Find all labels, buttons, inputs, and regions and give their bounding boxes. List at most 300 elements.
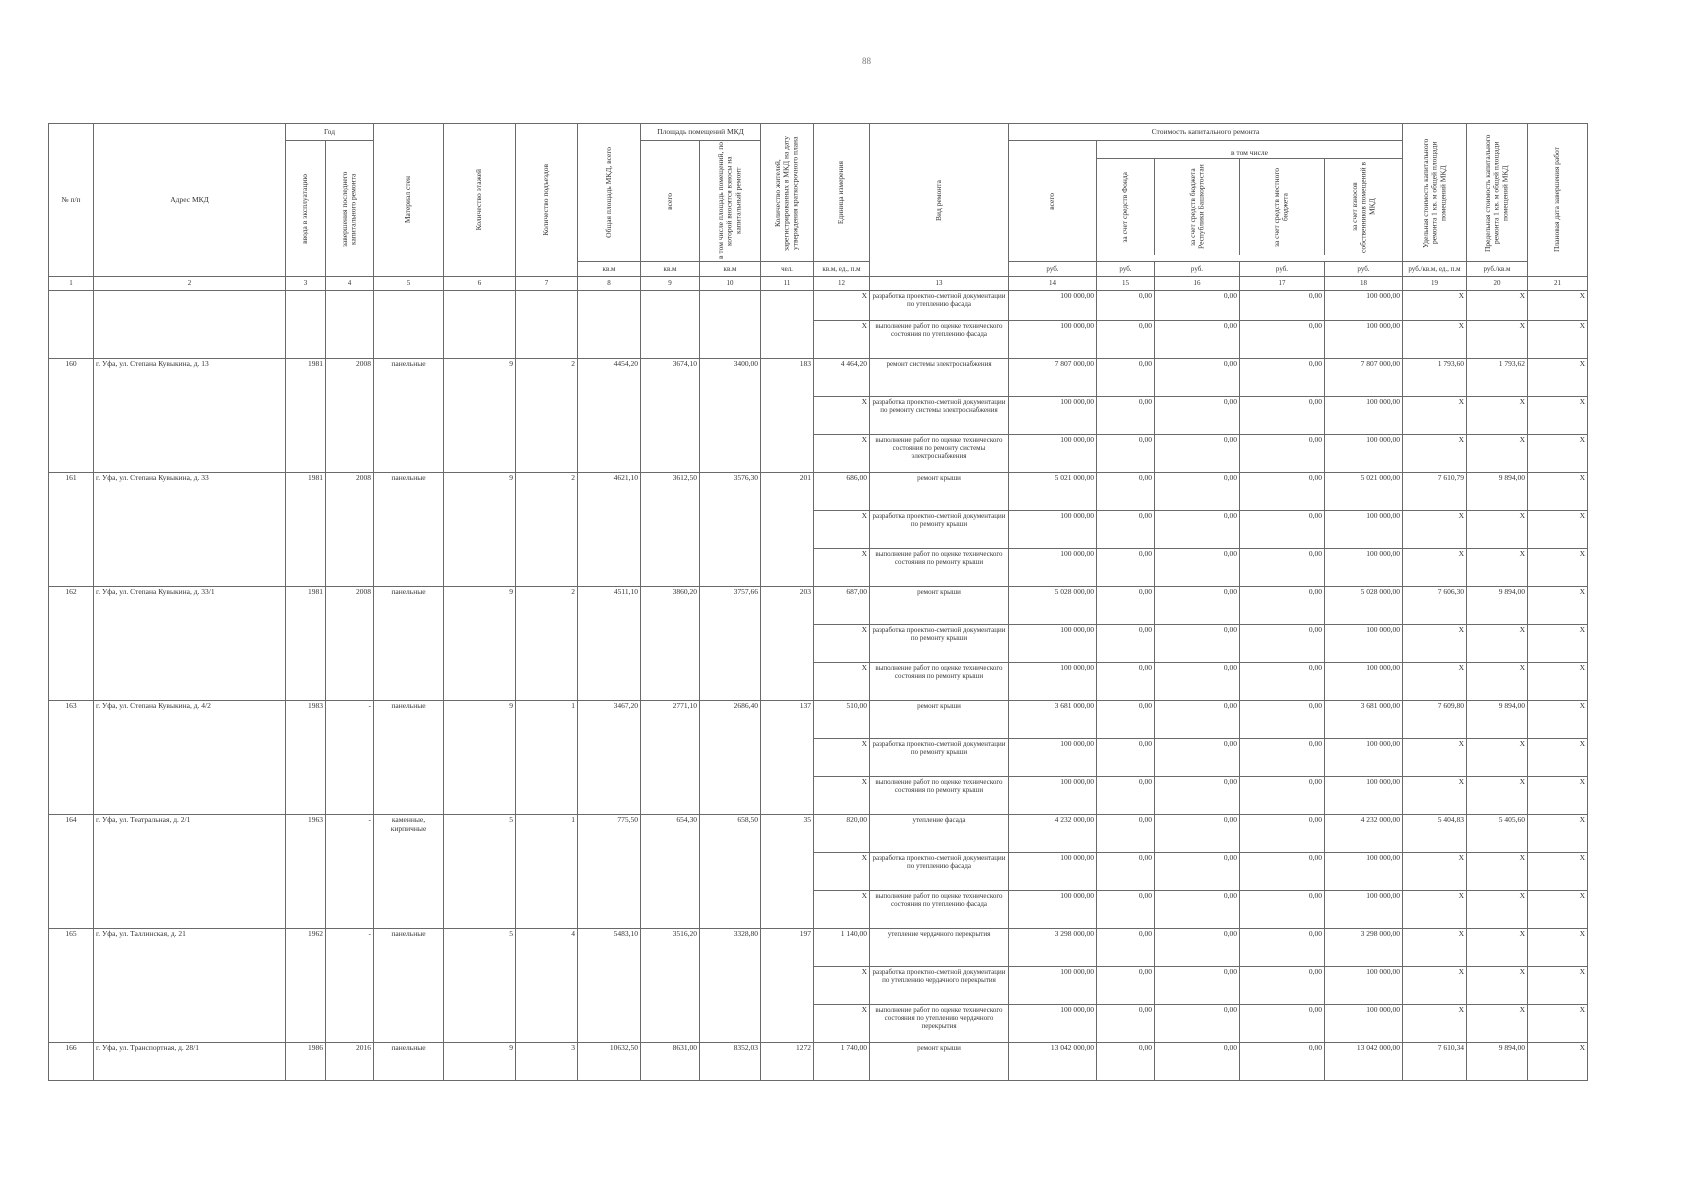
table-row (49, 587, 1588, 625)
work-cost-fund: 0,00 (1097, 967, 1155, 1005)
work-unit-cost: X (1403, 663, 1467, 701)
work-quantity: X (814, 739, 870, 777)
row-residents: 197 (761, 929, 814, 1043)
work-type: выполнение работ по оценке технического состояния по утеплению фасада (870, 321, 1009, 359)
work-cost-republic: 0,00 (1155, 321, 1240, 359)
work-deadline: X (1528, 967, 1588, 1005)
row-floors: 5 (444, 929, 516, 1043)
work-cost-local: 0,00 (1240, 549, 1325, 587)
work-deadline: X (1528, 1005, 1588, 1043)
work-deadline: X (1528, 435, 1588, 473)
work-cost-republic: 0,00 (1155, 739, 1240, 777)
row-premises-area (641, 291, 700, 359)
work-cost-fund: 0,00 (1097, 291, 1155, 321)
work-limit-cost: X (1467, 891, 1528, 929)
row-year-commission: 1962 (286, 929, 326, 1043)
work-cost-republic: 0,00 (1155, 625, 1240, 663)
column-number-cell: 13 (870, 277, 1009, 291)
work-quantity: X (814, 663, 870, 701)
work-unit-cost: 7 610,79 (1403, 473, 1467, 511)
row-address: г. Уфа, ул. Таллинская, д. 21 (94, 929, 286, 1043)
work-cost-owners: 3 681 000,00 (1325, 701, 1403, 739)
row-address: г. Уфа, ул. Транспортная, д. 28/1 (94, 1043, 286, 1081)
row-entrances: 2 (516, 587, 578, 701)
column-number-cell: 21 (1528, 277, 1588, 291)
work-quantity: 510,00 (814, 701, 870, 739)
work-cost-fund: 0,00 (1097, 397, 1155, 435)
column-number-cell: 14 (1009, 277, 1097, 291)
work-unit-cost: X (1403, 511, 1467, 549)
work-type: ремонт крыши (870, 473, 1009, 511)
row-year-last-repair: - (326, 815, 374, 929)
work-limit-cost: X (1467, 435, 1528, 473)
row-year-last-repair: - (326, 701, 374, 815)
col-cost: Стоимость капитального ремонта (1009, 124, 1403, 141)
row-address: г. Уфа, ул. Театральная, д. 2/1 (94, 815, 286, 929)
row-address: г. Уфа, ул. Степана Кувыкина, д. 4/2 (94, 701, 286, 815)
col-deadline: Плановая дата завершения работ (1552, 147, 1562, 253)
work-cost-republic: 0,00 (1155, 929, 1240, 967)
row-total-area: 5483,10 (578, 929, 641, 1043)
col-cost-local: за счет средств местного бюджета (1272, 167, 1291, 247)
row-year-last-repair: - (326, 929, 374, 1043)
work-quantity: X (814, 291, 870, 321)
work-cost-owners: 100 000,00 (1325, 321, 1403, 359)
row-total-area: 3467,20 (578, 701, 641, 815)
work-cost-total: 100 000,00 (1009, 397, 1097, 435)
work-cost-fund: 0,00 (1097, 701, 1155, 739)
work-cost-local: 0,00 (1240, 587, 1325, 625)
col-year: Год (286, 124, 374, 141)
work-unit-cost: 7 610,34 (1403, 1043, 1467, 1081)
col-limit-cost: Предельная стоимость капитального ремонта 1 кв. м общей площади помещений МКД (1483, 133, 1510, 252)
work-limit-cost: X (1467, 625, 1528, 663)
work-type: разработка проектно-сметной документации по утеплению чердачного перекрытия (870, 967, 1009, 1005)
work-quantity: X (814, 891, 870, 929)
work-type: разработка проектно-сметной документации по ремонту системы электроснабжения (870, 397, 1009, 435)
column-number-cell: 2 (94, 277, 286, 291)
column-number-cell: 5 (374, 277, 444, 291)
work-unit-cost: 7 609,80 (1403, 701, 1467, 739)
row-year-last-repair: 2008 (326, 473, 374, 587)
row-address: г. Уфа, ул. Степана Кувыкина, д. 33 (94, 473, 286, 587)
work-cost-republic: 0,00 (1155, 511, 1240, 549)
work-limit-cost: X (1467, 663, 1528, 701)
work-deadline: X (1528, 321, 1588, 359)
row-entrances: 4 (516, 929, 578, 1043)
work-limit-cost: 1 793,62 (1467, 359, 1528, 397)
col-residents: Количество жителей, зарегистрированных в МКД на дату утверждения краткосрочного плана (773, 134, 800, 251)
row-entrances: 3 (516, 1043, 578, 1081)
work-type: утепление чердачного перекрытия (870, 929, 1009, 967)
work-cost-total: 100 000,00 (1009, 1005, 1097, 1043)
unit-cell: чел. (761, 262, 814, 277)
work-unit-cost: 7 606,30 (1403, 587, 1467, 625)
work-limit-cost: X (1467, 397, 1528, 435)
work-cost-owners: 100 000,00 (1325, 853, 1403, 891)
row-wall-material: каменные, кирпичные (374, 815, 444, 929)
work-cost-owners: 100 000,00 (1325, 511, 1403, 549)
work-cost-owners: 100 000,00 (1325, 397, 1403, 435)
work-limit-cost: X (1467, 511, 1528, 549)
work-deadline: X (1528, 853, 1588, 891)
work-quantity: X (814, 321, 870, 359)
work-cost-republic: 0,00 (1155, 891, 1240, 929)
work-cost-republic: 0,00 (1155, 397, 1240, 435)
col-unit-measure: Единица измерения (836, 160, 846, 225)
work-cost-total: 100 000,00 (1009, 511, 1097, 549)
work-deadline: X (1528, 815, 1588, 853)
work-cost-owners: 100 000,00 (1325, 549, 1403, 587)
unit-cell: кв.м (578, 262, 641, 277)
work-deadline: X (1528, 359, 1588, 397)
unit-cell: кв.м (700, 262, 761, 277)
row-year-commission (286, 291, 326, 359)
col-premises-total: всего (664, 192, 674, 210)
work-quantity: X (814, 967, 870, 1005)
row-floors: 9 (444, 587, 516, 701)
col-premises-area: Площадь помещений МКД (641, 124, 761, 141)
unit-cell: руб./кв.м, ед., п.м (1403, 262, 1467, 277)
work-limit-cost: X (1467, 1005, 1528, 1043)
work-deadline: X (1528, 739, 1588, 777)
work-cost-total: 5 028 000,00 (1009, 587, 1097, 625)
row-entrances: 1 (516, 815, 578, 929)
work-limit-cost: X (1467, 967, 1528, 1005)
column-number-cell: 9 (641, 277, 700, 291)
work-type: ремонт крыши (870, 1043, 1009, 1081)
work-unit-cost: 1 793,60 (1403, 359, 1467, 397)
row-wall-material: панельные (374, 587, 444, 701)
page-number: 88 (862, 56, 871, 66)
work-limit-cost: X (1467, 739, 1528, 777)
work-cost-owners: 100 000,00 (1325, 291, 1403, 321)
column-number-cell: 16 (1155, 277, 1240, 291)
row-address: г. Уфа, ул. Степана Кувыкина, д. 33/1 (94, 587, 286, 701)
work-cost-republic: 0,00 (1155, 777, 1240, 815)
row-year-commission: 1963 (286, 815, 326, 929)
work-cost-owners: 100 000,00 (1325, 891, 1403, 929)
row-wall-material: панельные (374, 473, 444, 587)
work-cost-local: 0,00 (1240, 511, 1325, 549)
column-number-cell: 10 (700, 277, 761, 291)
work-type: выполнение работ по оценке технического состояния по ремонту системы электроснабжения (870, 435, 1009, 473)
row-residents: 1272 (761, 1043, 814, 1081)
row-total-area (578, 291, 641, 359)
row-premises-area: 3860,20 (641, 587, 700, 701)
work-unit-cost: X (1403, 549, 1467, 587)
row-year-commission: 1986 (286, 1043, 326, 1081)
work-cost-total: 100 000,00 (1009, 435, 1097, 473)
row-premises-area: 3674,10 (641, 359, 700, 473)
work-cost-local: 0,00 (1240, 1043, 1325, 1081)
work-type: выполнение работ по оценке технического состояния по ремонту крыши (870, 777, 1009, 815)
work-quantity: 1 140,00 (814, 929, 870, 967)
work-unit-cost: 5 404,83 (1403, 815, 1467, 853)
work-type: разработка проектно-сметной документации по утеплению фасада (870, 291, 1009, 321)
row-residential-area: 658,50 (700, 815, 761, 929)
table-row (49, 291, 1588, 321)
unit-cell: руб. (1240, 262, 1325, 277)
work-cost-total: 4 232 000,00 (1009, 815, 1097, 853)
work-quantity: X (814, 511, 870, 549)
work-cost-republic: 0,00 (1155, 587, 1240, 625)
work-cost-owners: 7 807 000,00 (1325, 359, 1403, 397)
work-cost-owners: 100 000,00 (1325, 435, 1403, 473)
row-residential-area: 3757,66 (700, 587, 761, 701)
work-cost-fund: 0,00 (1097, 815, 1155, 853)
row-entrances (516, 291, 578, 359)
work-cost-fund: 0,00 (1097, 663, 1155, 701)
work-cost-fund: 0,00 (1097, 853, 1155, 891)
table-row (49, 929, 1588, 967)
row-floors: 9 (444, 473, 516, 587)
col-address: Адрес МКД (94, 124, 286, 277)
work-cost-fund: 0,00 (1097, 1005, 1155, 1043)
work-limit-cost: X (1467, 291, 1528, 321)
work-unit-cost: X (1403, 739, 1467, 777)
work-cost-fund: 0,00 (1097, 777, 1155, 815)
work-cost-local: 0,00 (1240, 701, 1325, 739)
work-cost-owners: 100 000,00 (1325, 663, 1403, 701)
work-cost-republic: 0,00 (1155, 359, 1240, 397)
work-cost-total: 3 298 000,00 (1009, 929, 1097, 967)
row-entrances: 2 (516, 473, 578, 587)
work-cost-total: 100 000,00 (1009, 853, 1097, 891)
work-cost-republic: 0,00 (1155, 473, 1240, 511)
row-number: 166 (49, 1043, 94, 1081)
work-cost-total: 100 000,00 (1009, 777, 1097, 815)
row-year-commission: 1983 (286, 701, 326, 815)
row-total-area: 4511,10 (578, 587, 641, 701)
work-cost-local: 0,00 (1240, 815, 1325, 853)
work-cost-republic: 0,00 (1155, 815, 1240, 853)
table-row (49, 701, 1588, 739)
work-cost-local: 0,00 (1240, 853, 1325, 891)
row-total-area: 4621,10 (578, 473, 641, 587)
column-number-cell: 12 (814, 277, 870, 291)
work-unit-cost: X (1403, 929, 1467, 967)
work-limit-cost: 9 894,00 (1467, 1043, 1528, 1081)
work-cost-republic: 0,00 (1155, 549, 1240, 587)
work-deadline: X (1528, 663, 1588, 701)
row-address (94, 291, 286, 359)
work-unit-cost: X (1403, 777, 1467, 815)
col-entrances: Количество подъездов (541, 164, 551, 236)
col-year-commission: ввода в эксплуатацию (300, 173, 310, 244)
row-residential-area: 2686,40 (700, 701, 761, 815)
row-year-last-repair (326, 291, 374, 359)
work-cost-total: 100 000,00 (1009, 321, 1097, 359)
col-premises-residential: в том числе площадь помещений, по которой вносятся взносы на капитальный ремонт (716, 142, 743, 260)
work-deadline: X (1528, 473, 1588, 511)
work-cost-local: 0,00 (1240, 663, 1325, 701)
work-cost-total: 7 807 000,00 (1009, 359, 1097, 397)
row-floors: 9 (444, 1043, 516, 1081)
work-limit-cost: 9 894,00 (1467, 587, 1528, 625)
column-number-cell: 15 (1097, 277, 1155, 291)
work-cost-local: 0,00 (1240, 359, 1325, 397)
work-unit-cost: X (1403, 435, 1467, 473)
row-address: г. Уфа, ул. Степана Кувыкина, д. 13 (94, 359, 286, 473)
unit-cell: кв.м (641, 262, 700, 277)
col-year-last-repair: завершения последнего капитального ремонта (339, 170, 358, 247)
work-unit-cost: X (1403, 397, 1467, 435)
work-type: выполнение работ по оценке технического состояния по ремонту крыши (870, 549, 1009, 587)
work-unit-cost: X (1403, 1005, 1467, 1043)
work-type: ремонт крыши (870, 587, 1009, 625)
row-residential-area: 8352,03 (700, 1043, 761, 1081)
unit-cell: руб. (1325, 262, 1403, 277)
work-cost-total: 100 000,00 (1009, 663, 1097, 701)
row-residents: 201 (761, 473, 814, 587)
work-deadline: X (1528, 549, 1588, 587)
work-deadline: X (1528, 397, 1588, 435)
work-cost-fund: 0,00 (1097, 473, 1155, 511)
work-cost-local: 0,00 (1240, 929, 1325, 967)
work-unit-cost: X (1403, 291, 1467, 321)
row-entrances: 2 (516, 359, 578, 473)
work-cost-total: 5 021 000,00 (1009, 473, 1097, 511)
work-cost-local: 0,00 (1240, 473, 1325, 511)
column-number-cell: 8 (578, 277, 641, 291)
work-quantity: X (814, 625, 870, 663)
table-row (49, 473, 1588, 511)
work-type: разработка проектно-сметной документации по утеплению фасада (870, 853, 1009, 891)
work-deadline: X (1528, 891, 1588, 929)
work-limit-cost: 9 894,00 (1467, 473, 1528, 511)
work-type: утепление фасада (870, 815, 1009, 853)
work-deadline: X (1528, 1043, 1588, 1081)
work-cost-owners: 100 000,00 (1325, 777, 1403, 815)
work-cost-total: 13 042 000,00 (1009, 1043, 1097, 1081)
row-year-commission: 1981 (286, 587, 326, 701)
work-cost-fund: 0,00 (1097, 929, 1155, 967)
row-wall-material: панельные (374, 1043, 444, 1081)
column-number-cell: 17 (1240, 277, 1325, 291)
work-type: ремонт системы электроснабжения (870, 359, 1009, 397)
column-number-cell: 6 (444, 277, 516, 291)
column-number-cell: 19 (1403, 277, 1467, 291)
work-cost-local: 0,00 (1240, 291, 1325, 321)
work-cost-local: 0,00 (1240, 739, 1325, 777)
row-residents: 183 (761, 359, 814, 473)
work-cost-fund: 0,00 (1097, 321, 1155, 359)
work-cost-republic: 0,00 (1155, 291, 1240, 321)
work-cost-owners: 100 000,00 (1325, 739, 1403, 777)
column-number-cell: 3 (286, 277, 326, 291)
work-quantity: X (814, 549, 870, 587)
row-residents: 203 (761, 587, 814, 701)
row-year-last-repair: 2016 (326, 1043, 374, 1081)
table-row (49, 1043, 1588, 1081)
row-wall-material: панельные (374, 929, 444, 1043)
row-year-commission: 1981 (286, 359, 326, 473)
work-cost-republic: 0,00 (1155, 853, 1240, 891)
row-floors: 9 (444, 359, 516, 473)
row-wall-material (374, 291, 444, 359)
col-cost-fund: за счет средств Фонда (1120, 171, 1130, 243)
row-year-last-repair: 2008 (326, 359, 374, 473)
work-unit-cost: X (1403, 321, 1467, 359)
work-cost-fund: 0,00 (1097, 739, 1155, 777)
work-cost-total: 100 000,00 (1009, 549, 1097, 587)
col-cost-owners: за счет взносов собственников помещений в МКД (1349, 161, 1376, 253)
work-quantity: 687,00 (814, 587, 870, 625)
work-cost-owners: 100 000,00 (1325, 967, 1403, 1005)
col-wall-material: Материал стен (403, 176, 413, 224)
work-cost-total: 3 681 000,00 (1009, 701, 1097, 739)
work-cost-fund: 0,00 (1097, 1043, 1155, 1081)
work-cost-republic: 0,00 (1155, 967, 1240, 1005)
unit-cell: руб. (1155, 262, 1240, 277)
work-cost-republic: 0,00 (1155, 663, 1240, 701)
row-premises-area: 3516,20 (641, 929, 700, 1043)
work-type: ремонт крыши (870, 701, 1009, 739)
work-type: выполнение работ по оценке технического состояния по утеплению фасада (870, 891, 1009, 929)
work-cost-fund: 0,00 (1097, 511, 1155, 549)
row-entrances: 1 (516, 701, 578, 815)
column-number-cell: 11 (761, 277, 814, 291)
unit-cell: руб./кв.м (1467, 262, 1528, 277)
col-num: № п/п (49, 124, 94, 277)
row-residential-area: 3576,30 (700, 473, 761, 587)
row-residents (761, 291, 814, 359)
work-cost-fund: 0,00 (1097, 359, 1155, 397)
work-quantity: X (814, 777, 870, 815)
work-cost-fund: 0,00 (1097, 891, 1155, 929)
col-floors: Количество этажей (474, 169, 484, 231)
column-numbers-row (49, 277, 1588, 291)
work-cost-total: 100 000,00 (1009, 891, 1097, 929)
work-limit-cost: X (1467, 777, 1528, 815)
work-unit-cost: X (1403, 625, 1467, 663)
work-cost-owners: 5 021 000,00 (1325, 473, 1403, 511)
work-cost-total: 100 000,00 (1009, 291, 1097, 321)
work-limit-cost: X (1467, 549, 1528, 587)
work-deadline: X (1528, 587, 1588, 625)
work-limit-cost: X (1467, 929, 1528, 967)
unit-cell: руб. (1097, 262, 1155, 277)
work-type: разработка проектно-сметной документации по ремонту крыши (870, 511, 1009, 549)
work-quantity: 820,00 (814, 815, 870, 853)
row-number: 161 (49, 473, 94, 587)
work-cost-fund: 0,00 (1097, 625, 1155, 663)
row-floors: 5 (444, 815, 516, 929)
row-premises-area: 8631,00 (641, 1043, 700, 1081)
work-deadline: X (1528, 291, 1588, 321)
work-deadline: X (1528, 625, 1588, 663)
row-number: 162 (49, 587, 94, 701)
work-cost-total: 100 000,00 (1009, 739, 1097, 777)
col-total-area: Общая площадь МКД, всего (603, 147, 613, 238)
column-number-cell: 7 (516, 277, 578, 291)
work-cost-local: 0,00 (1240, 435, 1325, 473)
work-quantity: X (814, 853, 870, 891)
work-cost-republic: 0,00 (1155, 1005, 1240, 1043)
col-cost-republic: за счет средств бюджета Республики Башкортостан (1187, 164, 1206, 250)
work-cost-local: 0,00 (1240, 625, 1325, 663)
work-cost-fund: 0,00 (1097, 549, 1155, 587)
row-residential-area: 3400,00 (700, 359, 761, 473)
work-type: выполнение работ по оценке технического состояния по ремонту крыши (870, 663, 1009, 701)
row-wall-material: панельные (374, 701, 444, 815)
work-cost-owners: 13 042 000,00 (1325, 1043, 1403, 1081)
work-type: разработка проектно-сметной документации по ремонту крыши (870, 625, 1009, 663)
work-cost-republic: 0,00 (1155, 1043, 1240, 1081)
work-type: разработка проектно-сметной документации по ремонту крыши (870, 739, 1009, 777)
work-quantity: 4 464,20 (814, 359, 870, 397)
